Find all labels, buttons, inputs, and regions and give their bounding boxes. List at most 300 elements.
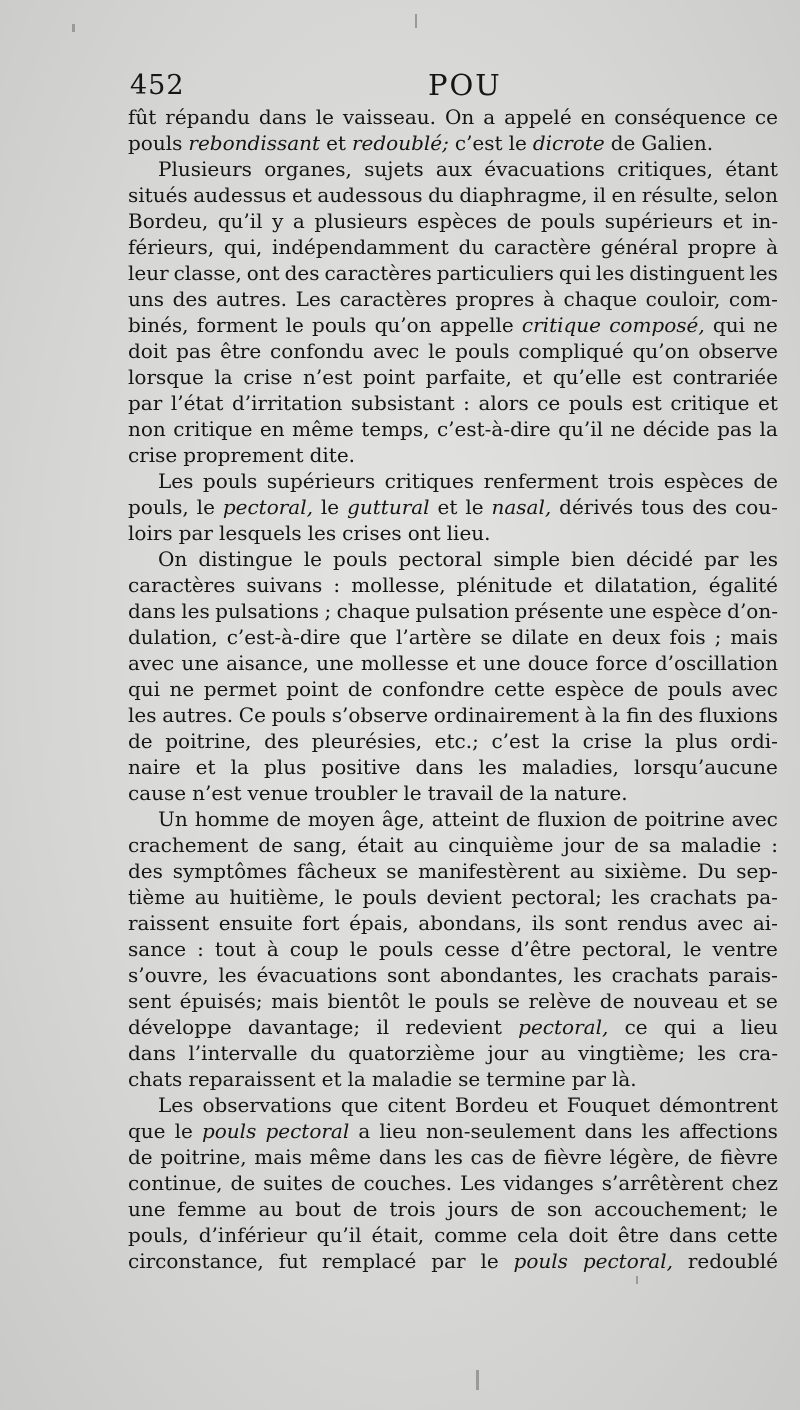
word: fois — [669, 625, 706, 649]
word: tout — [214, 937, 256, 961]
word: en — [578, 625, 603, 649]
word: Les — [158, 469, 194, 493]
word: ont — [407, 521, 441, 545]
word: la — [759, 417, 778, 441]
word: de — [633, 677, 659, 701]
word: naire — [128, 755, 181, 779]
word: qui — [128, 677, 161, 701]
word: com- — [728, 287, 778, 311]
word: être — [219, 339, 262, 363]
word: de — [352, 1197, 378, 1221]
word: et — [537, 1093, 558, 1117]
word: cette — [494, 677, 545, 701]
text-line — [128, 962, 778, 988]
text-line — [128, 156, 778, 182]
word: évacuations — [256, 963, 378, 987]
word: avec — [697, 911, 744, 935]
word: le — [285, 313, 304, 337]
word: de — [613, 807, 638, 831]
word: et — [455, 651, 476, 675]
word: quatorzième — [348, 1041, 476, 1065]
word: les — [749, 547, 778, 571]
paper-speck — [476, 1370, 479, 1390]
word: a — [712, 1015, 725, 1039]
word: renferment — [483, 469, 599, 493]
word: jour — [487, 1041, 529, 1065]
word: le — [174, 1119, 193, 1143]
word: classe, — [173, 261, 242, 285]
word: même — [292, 417, 354, 441]
word: Bordeu, — [128, 209, 209, 233]
word: décidé — [626, 547, 694, 571]
word: se — [480, 625, 503, 649]
text-line — [128, 130, 778, 156]
word: le — [320, 495, 340, 519]
word: de — [510, 1197, 536, 1221]
word: rendus — [617, 911, 688, 935]
text-line — [128, 468, 778, 494]
word: doit — [128, 339, 168, 363]
word: épais, — [349, 911, 409, 935]
word: la — [551, 729, 571, 753]
word: à — [584, 703, 597, 727]
word: la — [347, 1067, 366, 1091]
word: est — [631, 391, 662, 415]
word: en — [611, 183, 637, 207]
word: uns — [128, 287, 165, 311]
word: a — [483, 105, 496, 129]
word: par — [704, 547, 739, 571]
word: plus — [675, 729, 718, 753]
word: au — [413, 833, 439, 857]
text-line — [128, 936, 778, 962]
word: et — [291, 183, 312, 207]
word: ventre — [712, 937, 778, 961]
word: mais — [730, 625, 778, 649]
word: égalité — [708, 573, 778, 597]
word: chaque — [336, 599, 411, 623]
word: il — [376, 1015, 390, 1039]
word: propre — [687, 235, 757, 259]
word: citent — [387, 1093, 446, 1117]
word: les — [128, 703, 157, 727]
word: atteint — [431, 807, 499, 831]
word: cra- — [738, 1041, 778, 1065]
word: caractères — [324, 261, 432, 285]
text-line — [128, 1170, 778, 1196]
word: là. — [611, 1067, 637, 1091]
word: et — [321, 1067, 342, 1091]
word: à — [266, 937, 279, 961]
word: : — [463, 391, 470, 415]
text-line — [128, 910, 778, 936]
word: fâcheux — [296, 859, 377, 883]
word: crises — [342, 521, 402, 545]
word: Ce — [238, 703, 266, 727]
text-line — [128, 416, 778, 442]
word: férieurs, — [128, 235, 215, 259]
word: : — [333, 573, 341, 597]
word: couloir, — [645, 287, 721, 311]
word: de — [128, 1145, 153, 1169]
word: dans — [415, 755, 464, 779]
text-line — [128, 1196, 778, 1222]
word: fin — [626, 703, 653, 727]
word: une — [483, 651, 521, 675]
word: était, — [371, 1223, 425, 1247]
word: sent — [128, 989, 172, 1013]
word: de — [505, 807, 531, 831]
word: nouveau — [633, 989, 719, 1013]
word: dans — [258, 105, 307, 129]
italic-word: dicrote — [532, 131, 605, 155]
word: chaque — [563, 287, 638, 311]
word: caractères — [339, 287, 447, 311]
word: d’être — [510, 937, 572, 961]
word: au — [194, 885, 220, 909]
word: femme — [177, 1197, 247, 1221]
word: s’ouvre, — [128, 963, 209, 987]
word: même — [309, 1145, 372, 1169]
word: moyen — [307, 807, 375, 831]
word: des — [172, 287, 208, 311]
word: chez — [731, 1171, 778, 1195]
word: pouls — [667, 677, 723, 701]
word: remplacé — [321, 1249, 417, 1273]
word: le — [480, 1249, 499, 1273]
word: l’intervalle — [188, 1041, 298, 1065]
word: lorsqu’aucune — [633, 755, 778, 779]
word: : — [197, 937, 204, 961]
word: fluxion — [537, 807, 607, 831]
word: supérieurs — [604, 209, 714, 233]
word: du — [428, 183, 454, 207]
word: plus — [264, 755, 307, 779]
word: les — [307, 521, 337, 545]
word: présente — [514, 599, 604, 623]
text-line — [128, 1118, 778, 1144]
word: continue, — [128, 1171, 223, 1195]
text-line — [128, 1014, 778, 1040]
word: le — [683, 937, 702, 961]
word: la — [214, 365, 233, 389]
word: ordi- — [730, 729, 778, 753]
word: une — [316, 651, 354, 675]
word: appelle — [439, 313, 514, 337]
word: dilatation, — [594, 573, 698, 597]
word: cas — [470, 1145, 504, 1169]
word: bien — [571, 547, 616, 571]
word: fièvre — [720, 1145, 778, 1169]
word: leur — [128, 261, 169, 285]
word: cou- — [735, 495, 778, 519]
word: tième — [128, 885, 186, 909]
word: dans — [128, 599, 176, 623]
word: parais- — [708, 963, 778, 987]
word: du — [310, 1041, 336, 1065]
word: fût — [128, 105, 157, 129]
word: pouls, — [128, 495, 189, 519]
italic-word: pectoral, — [518, 1015, 609, 1039]
word: dans — [669, 1223, 717, 1247]
word: a — [292, 209, 305, 233]
word: selon — [724, 183, 778, 207]
word: pectoral; — [511, 885, 602, 909]
word: ai- — [752, 911, 778, 935]
word: temps, — [361, 417, 430, 441]
text-line — [128, 676, 778, 702]
word: le — [196, 495, 215, 519]
word: le — [428, 339, 447, 363]
word: l’état — [170, 391, 224, 415]
word: Galien. — [641, 131, 714, 155]
word: ce — [754, 105, 778, 129]
word: âge, — [381, 807, 425, 831]
word: maladie — [371, 1067, 453, 1091]
word: particuliers — [436, 261, 554, 285]
word: sang, — [292, 833, 348, 857]
word: de — [258, 833, 283, 857]
text-line — [128, 884, 778, 910]
word: caractères — [128, 573, 236, 597]
word: doit — [568, 1223, 608, 1247]
word: pouls — [568, 391, 624, 415]
word: observations — [202, 1093, 332, 1117]
word: cinquième — [448, 833, 554, 857]
word: On — [158, 547, 188, 571]
word: ce — [537, 391, 561, 415]
word: d’inférieur — [198, 1223, 307, 1247]
word: dans — [378, 1145, 427, 1169]
word: binés, — [128, 313, 189, 337]
word: de — [687, 1145, 713, 1169]
text-line — [128, 598, 778, 624]
word: c’est-à-dire — [226, 625, 341, 649]
word: cause — [128, 781, 187, 805]
word: pouls — [434, 989, 490, 1013]
text-line — [128, 442, 778, 468]
word: d’irritation — [231, 391, 343, 415]
paper-speck — [636, 1276, 638, 1284]
word: Plusieurs — [158, 157, 252, 181]
page-number: 452 — [130, 70, 185, 101]
word: audessous — [317, 183, 423, 207]
word: ; — [714, 625, 722, 649]
word: ; — [324, 599, 332, 623]
word: la — [644, 729, 663, 753]
word: était — [357, 833, 404, 857]
word: espèces — [417, 209, 498, 233]
word: Les — [158, 1093, 194, 1117]
italic-word: nasal, — [491, 495, 552, 519]
word: pas — [176, 339, 212, 363]
word: les — [611, 885, 641, 909]
word: symptômes — [172, 859, 288, 883]
word: pouls — [362, 885, 417, 909]
word: et — [326, 131, 346, 155]
word: des — [128, 859, 163, 883]
word: critique — [173, 417, 253, 441]
word: deux — [611, 625, 661, 649]
word: reparaissent — [188, 1067, 316, 1091]
word: couches. — [363, 1171, 453, 1195]
text-line — [128, 1222, 778, 1248]
word: crise — [243, 365, 293, 389]
word: les — [641, 1119, 671, 1143]
text-line — [128, 806, 778, 832]
word: ne — [610, 417, 636, 441]
word: qu’elle — [552, 365, 622, 389]
word: critiques — [384, 469, 475, 493]
word: espèce — [554, 677, 625, 701]
word: se — [386, 859, 409, 883]
text-line — [128, 754, 778, 780]
word: jour — [563, 833, 605, 857]
word: pulsation — [415, 599, 510, 623]
word: situés — [128, 183, 188, 207]
word: sujets — [364, 157, 424, 181]
word: d’on- — [727, 599, 778, 623]
word: permet — [203, 677, 277, 701]
text-line — [128, 728, 778, 754]
running-head: POU — [428, 68, 502, 102]
word: le — [465, 495, 484, 519]
word: vidanges — [503, 1171, 594, 1195]
word: au — [258, 1197, 284, 1221]
word: le — [759, 1197, 778, 1221]
word: confondre — [381, 677, 485, 701]
text-line — [128, 1144, 778, 1170]
word: mollesse, — [351, 573, 446, 597]
word: nature. — [554, 781, 628, 805]
word: fut — [278, 1249, 307, 1273]
word: se — [458, 1067, 481, 1091]
word: avec — [731, 677, 778, 701]
word: se — [497, 989, 520, 1013]
word: s’arrêtèrent — [601, 1171, 724, 1195]
word: crise — [582, 729, 632, 753]
text-line — [128, 494, 778, 520]
word: crachats — [649, 885, 737, 909]
word: à — [542, 287, 555, 311]
word: de — [753, 469, 778, 493]
paper-speck — [72, 24, 75, 32]
word: se — [755, 989, 778, 1013]
word: le — [334, 885, 353, 909]
word: les — [434, 1145, 463, 1169]
word: pulsations — [215, 599, 320, 623]
word: que — [340, 1093, 379, 1117]
word: coup — [289, 937, 339, 961]
word: Les — [295, 287, 331, 311]
body-text — [128, 104, 778, 1274]
word: les — [181, 599, 210, 623]
word: trois — [389, 1197, 436, 1221]
text-line — [128, 338, 778, 364]
word: pectoral — [398, 547, 483, 571]
word: qui — [663, 1015, 696, 1039]
word: la — [529, 781, 549, 805]
word: ne — [169, 677, 195, 701]
word: qu’il — [316, 1223, 362, 1247]
word: pouls — [333, 547, 388, 571]
word: crachement — [128, 833, 249, 857]
word: sance — [128, 937, 187, 961]
word: redoublé — [687, 1249, 778, 1273]
word: son — [547, 1197, 583, 1221]
word: c’est — [454, 131, 503, 155]
word: autres. — [216, 287, 287, 311]
word: supérieurs — [266, 469, 376, 493]
word: parfaite, — [425, 365, 512, 389]
word: et — [727, 989, 748, 1013]
word: etc.; — [434, 729, 479, 753]
text-line — [128, 312, 778, 338]
word: suivans — [246, 573, 323, 597]
word: au — [540, 1041, 566, 1065]
text-line — [128, 1066, 778, 1092]
word: les — [218, 963, 247, 987]
word: mais — [254, 1145, 302, 1169]
word: : — [771, 833, 778, 857]
word: la — [230, 755, 249, 779]
word: abondantes, — [439, 963, 564, 987]
text-line — [128, 234, 778, 260]
word: c’est — [491, 729, 540, 753]
word: pectoral, — [582, 937, 673, 961]
word: aux — [435, 157, 472, 181]
word: espèces — [663, 469, 744, 493]
word: non — [128, 417, 166, 441]
word: et — [522, 365, 543, 389]
word: les — [595, 261, 625, 285]
word: distingue — [198, 547, 293, 571]
word: qu’il — [217, 209, 263, 233]
paper-speck — [415, 14, 417, 28]
word: crachats — [611, 963, 699, 987]
word: proprement — [183, 443, 304, 467]
word: dulation, — [128, 625, 218, 649]
word: force — [595, 651, 648, 675]
text-line — [128, 390, 778, 416]
text-line — [128, 572, 778, 598]
text-line — [128, 988, 778, 1014]
word: plénitude — [456, 573, 553, 597]
word: les — [749, 261, 778, 285]
word: lesquels — [218, 521, 302, 545]
word: travail — [427, 781, 494, 805]
word: plusieurs — [314, 209, 408, 233]
word: point — [286, 677, 339, 701]
word: et — [563, 573, 584, 597]
word: le — [349, 937, 368, 961]
word: appelé — [504, 105, 572, 129]
word: ensuite — [218, 911, 293, 935]
word: légère, — [609, 1145, 681, 1169]
word: audessus — [193, 183, 287, 207]
word: de — [330, 1171, 356, 1195]
word: vaisseau. — [342, 105, 437, 129]
word: c’est-à-dire — [436, 417, 551, 441]
word: pouls — [540, 209, 596, 233]
word: des — [264, 729, 300, 753]
word: y — [272, 209, 284, 233]
word: dérivés — [559, 495, 634, 519]
word: développe — [128, 1015, 232, 1039]
word: relève — [528, 989, 592, 1013]
word: et — [195, 755, 216, 779]
word: de — [506, 209, 532, 233]
